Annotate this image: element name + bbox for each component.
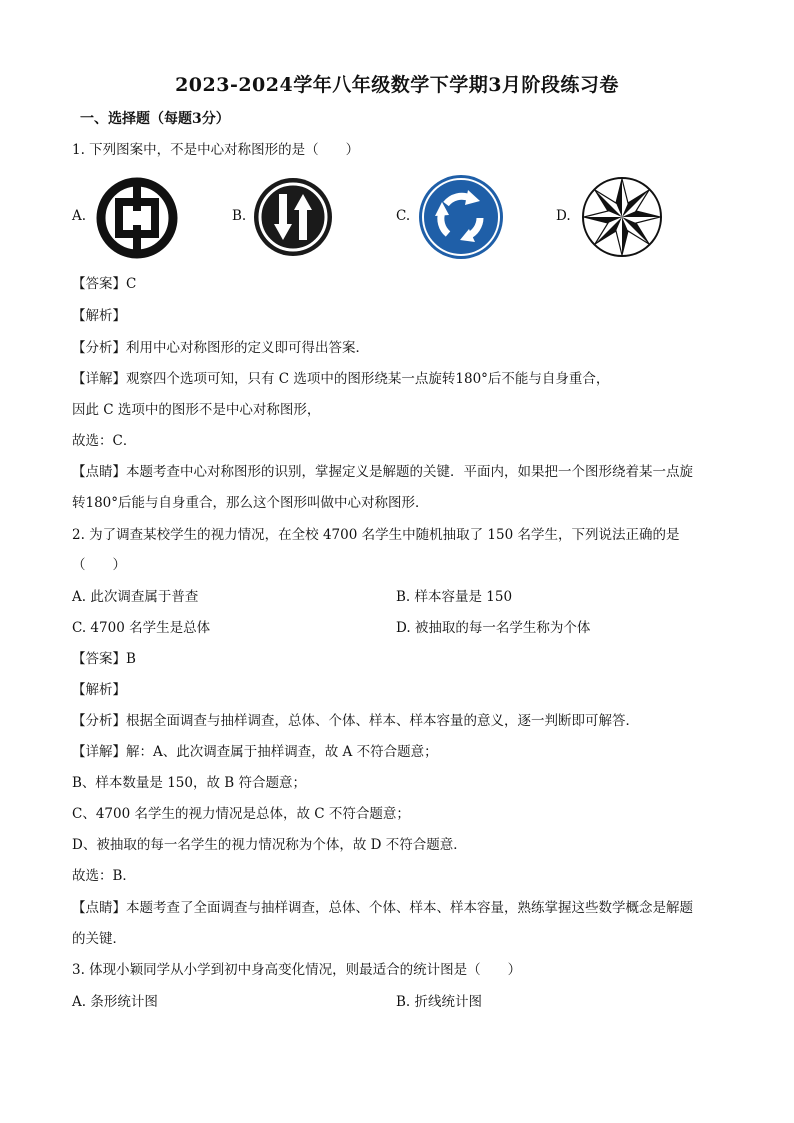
q1-option-c-label: C.	[396, 208, 411, 224]
q2-detail-2: B、样本数量是 150，故 B 符合题意；	[72, 775, 306, 791]
q1-detail-1: 【详解】观察四个选项可知，只有 C 选项中的图形绕某一点旋转180°后不能与自身重合，	[72, 371, 610, 387]
two-way-traffic-sign-icon	[252, 176, 334, 258]
q1-analysis: 【分析】利用中心对称图形的定义即可得出答案．	[72, 340, 369, 356]
q3-stem: 3. 体现小颖同学从小学到初中身高变化情况，则最适合的统计图是（ ）	[72, 962, 522, 978]
q2-detail-3: C、4700 名学生的视力情况是总体，故 C 不符合题意；	[72, 806, 410, 822]
q1-analysis-heading: 【解析】	[72, 308, 126, 324]
q3-option-a: A. 条形统计图	[72, 994, 158, 1010]
coin-emblem-icon	[95, 176, 179, 260]
q2-detail-4: D、被抽取的每一名学生的视力情况称为个体，故 D 不符合题意．	[72, 837, 467, 853]
q2-comment-2: 的关键．	[72, 931, 126, 947]
q2-option-c: C. 4700 名学生是总体	[72, 620, 211, 636]
q2-option-b: B. 样本容量是 150	[396, 589, 513, 605]
star-in-circle-icon	[580, 175, 664, 259]
q1-comment-1: 【点睛】本题考查中心对称图形的识别，掌握定义是解题的关键．平面内，如果把一个图形绕着某一点旋	[72, 464, 693, 480]
q1-option-d-label: D.	[556, 208, 571, 224]
q1-comment-2: 转180°后能与自身重合，那么这个图形叫做中心对称图形．	[72, 495, 429, 511]
q1-answer: 【答案】C	[72, 276, 137, 292]
q2-choose: 故选：B．	[72, 868, 136, 884]
q1-stem: 1. 下列图案中，不是中心对称图形的是（ ）	[72, 142, 360, 158]
q2-comment-1: 【点睛】本题考查了全面调查与抽样调查，总体、个体、样本、样本容量，熟练掌握这些数学概念是解题	[72, 900, 693, 916]
q2-option-d: D. 被抽取的每一名学生称为个体	[396, 620, 591, 636]
q3-option-b: B. 折线统计图	[396, 994, 483, 1010]
q2-stem-1: 2. 为了调查某校学生的视力情况，在全校 4700 名学生中随机抽取了 150 名学生，下列说法正确的是	[72, 527, 680, 543]
q2-option-a: A. 此次调查属于普查	[72, 589, 199, 605]
q2-answer: 【答案】B	[72, 651, 136, 667]
q1-option-b-label: B.	[232, 208, 247, 224]
q2-analysis-heading: 【解析】	[72, 682, 126, 698]
section-heading: 一、选择题（每题3分）	[80, 111, 230, 127]
q2-stem-2: （ ）	[72, 557, 126, 573]
page-title: 2023-2024学年八年级数学下学期3月阶段练习卷	[175, 74, 619, 96]
q1-option-a-label: A.	[72, 208, 87, 224]
q1-choose: 故选：C．	[72, 433, 137, 449]
q1-detail-2: 因此 C 选项中的图形不是中心对称图形，	[72, 402, 321, 418]
roundabout-sign-icon	[418, 174, 504, 260]
q2-detail-1: 【详解】解：A、此次调查属于抽样调查，故 A 不符合题意；	[72, 744, 438, 760]
q2-analysis: 【分析】根据全面调查与抽样调查，总体、个体、样本、样本容量的意义，逐一判断即可解答．	[72, 713, 639, 729]
